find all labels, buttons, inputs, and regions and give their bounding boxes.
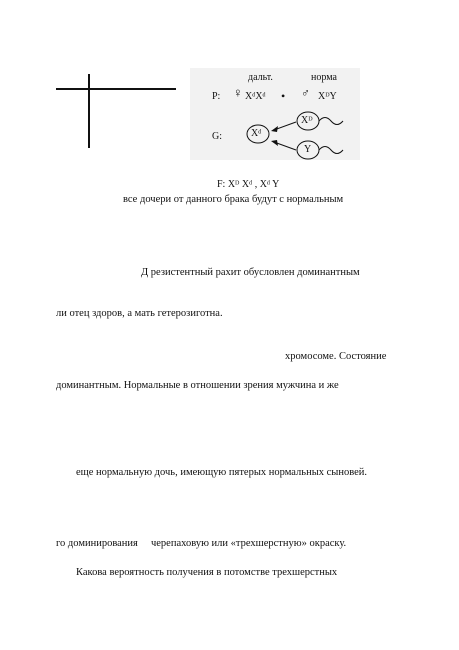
arrowhead-icon: [271, 140, 278, 146]
arrowhead-icon: [271, 126, 278, 132]
text-line-2: Д резистентный рахит обусловлен доминантным: [141, 267, 360, 278]
text-line-8: Какова вероятность получения в потомстве трехшерстных: [76, 567, 338, 578]
sperm-tail-1: [319, 118, 343, 125]
text-line-1: все дочери от данного брака будут с нормальным: [123, 194, 344, 205]
text-line-4: хромосоме. Состояние: [285, 351, 387, 362]
gamete-female-label: Xᵈ: [251, 128, 262, 139]
male-genotype: XᴰY: [318, 91, 337, 102]
sperm-tail-2: [319, 147, 343, 154]
text-line-6: еще нормальную дочь, имеющую пятерых нормальных сыновей.: [76, 467, 368, 478]
offspring-line: F: Xᴰ Xᵈ , Xᵈ Y: [217, 179, 280, 190]
label-normal: норма: [311, 72, 337, 83]
gametes-label: G:: [212, 131, 222, 142]
cross-dot: •: [281, 89, 286, 103]
gamete-xd-label: Xᴰ: [301, 115, 313, 126]
text-line-7: го доминирования черепаховую или «трехшерстную» окраску.: [56, 538, 347, 549]
text-line-3: ли отец здоров, а мать гетерозиготна.: [56, 308, 223, 319]
cross-vertical-line: [88, 74, 90, 148]
gamete-y-label: Y: [304, 144, 312, 155]
male-symbol: ♂: [301, 86, 310, 100]
parents-label: P:: [212, 91, 221, 102]
text-line-5: доминантным. Нормальные в отношении зрения мужчина и же: [56, 380, 339, 391]
cross-horizontal-line: [56, 88, 176, 90]
female-genotype: XᵈXᵈ: [245, 91, 266, 102]
label-colorblind: дальт.: [248, 72, 273, 83]
female-symbol: ♀: [233, 85, 243, 100]
